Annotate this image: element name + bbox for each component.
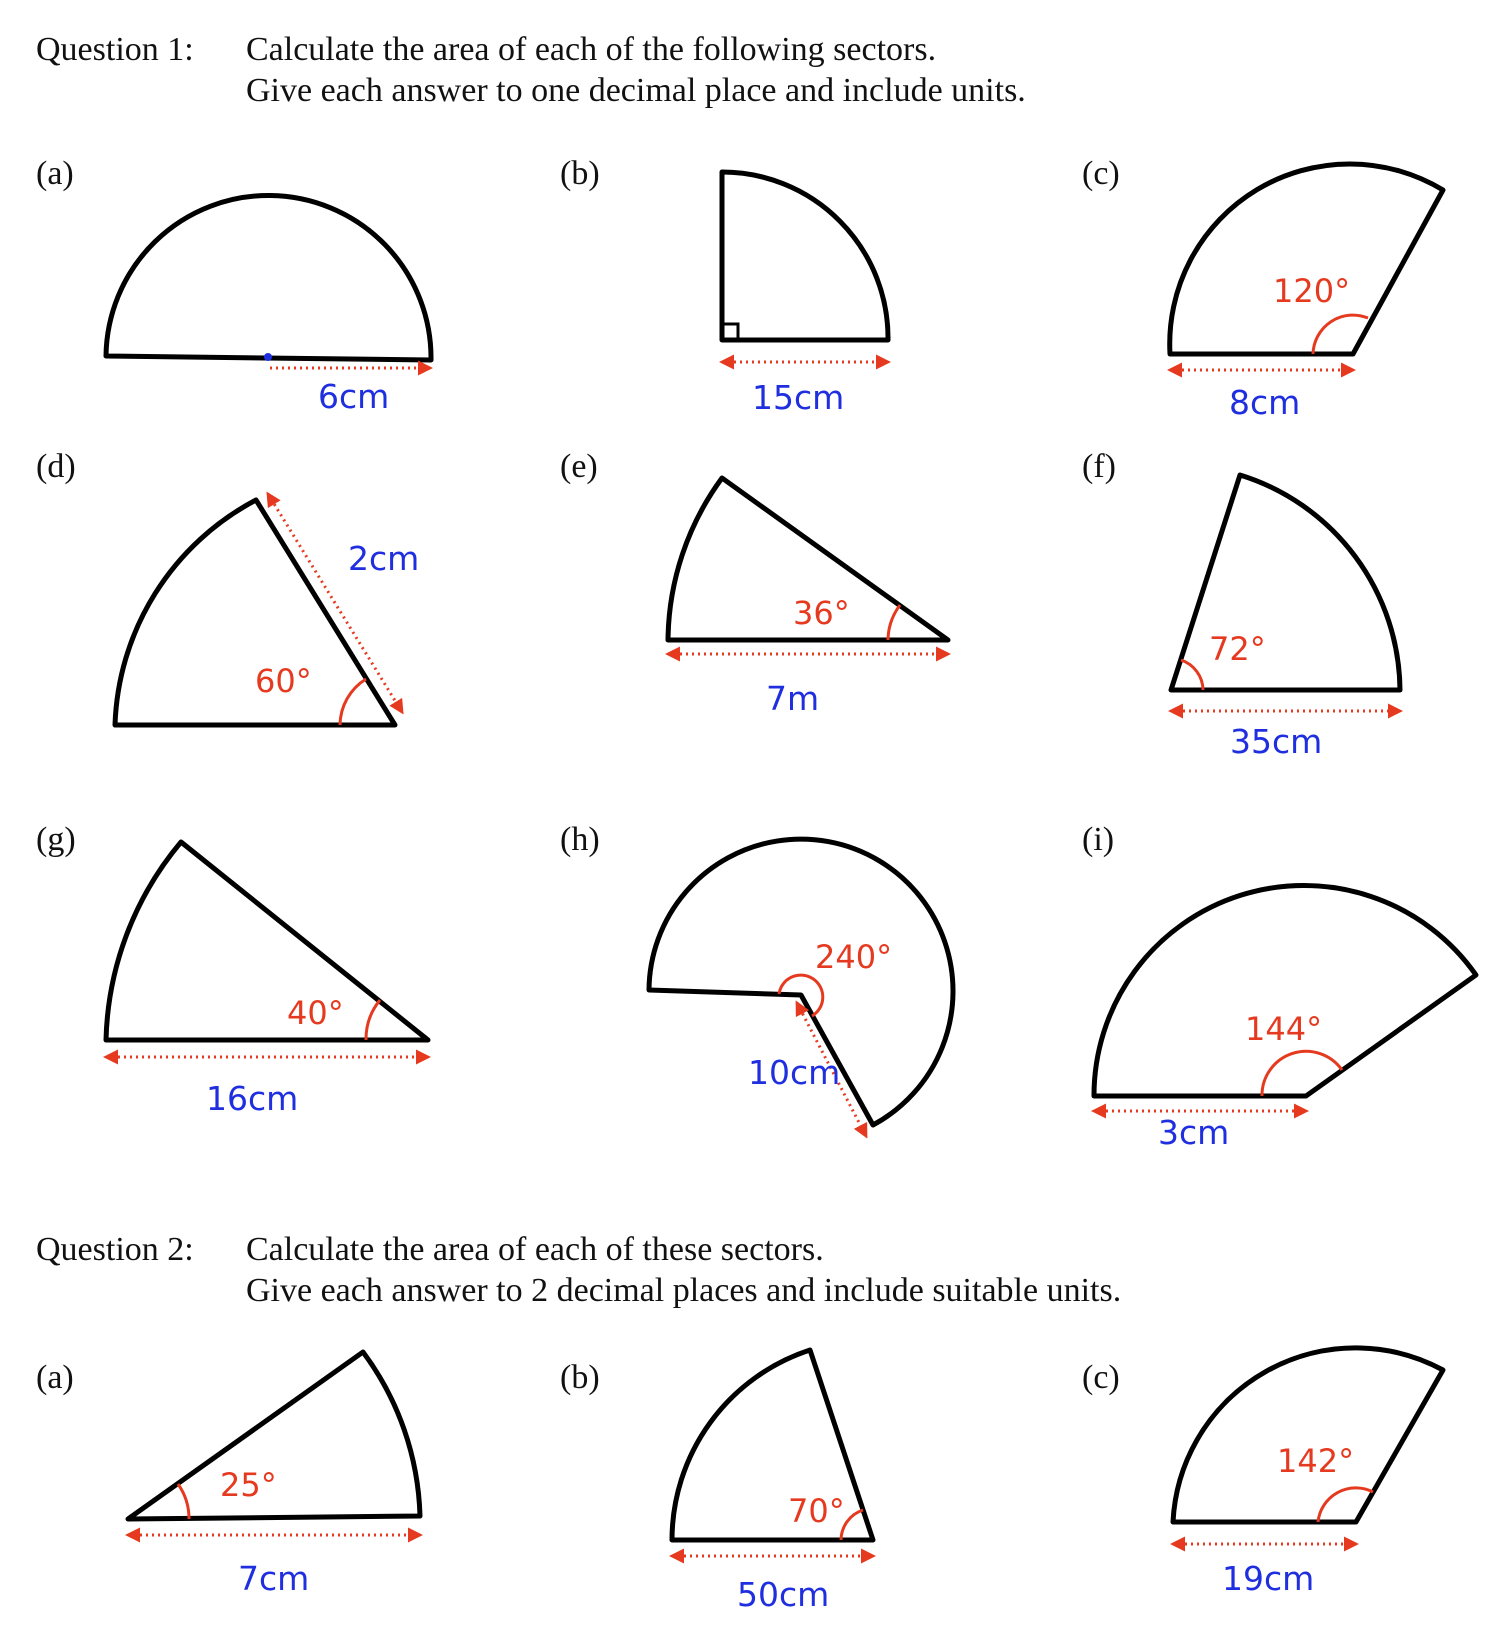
radius-label: 3cm — [1158, 1113, 1230, 1152]
radius-label: 16cm — [206, 1079, 299, 1118]
part-label: (i) — [1082, 821, 1115, 858]
q1-part-e — [560, 448, 948, 718]
part-label: (d) — [36, 448, 76, 485]
radius-label: 6cm — [318, 377, 390, 416]
radius-label: 7m — [766, 679, 820, 718]
semicircle-sector-shape — [106, 195, 431, 360]
sector-shape — [1170, 164, 1443, 354]
q1-part-d — [36, 448, 419, 725]
part-label: (b) — [560, 1359, 600, 1396]
radius-label: 8cm — [1229, 383, 1301, 422]
radius-label: 50cm — [737, 1575, 830, 1614]
angle-arc — [178, 1484, 189, 1519]
q2-part-a — [36, 1352, 420, 1598]
question1-instruction-line2: Give each answer to one decimal place and include units. — [246, 72, 1026, 109]
radius-label: 7cm — [238, 1559, 310, 1598]
angle-label: 144° — [1245, 1010, 1323, 1048]
part-label: (f) — [1082, 448, 1116, 485]
angle-label: 70° — [788, 1492, 845, 1530]
part-label: (e) — [560, 448, 598, 485]
q1-part-g — [36, 821, 428, 1118]
q1-part-h — [560, 821, 953, 1136]
angle-label: 142° — [1277, 1442, 1355, 1480]
part-label: (a) — [36, 155, 74, 192]
angle-arc — [1313, 315, 1368, 354]
q1-part-b — [560, 155, 888, 417]
sector-shape — [106, 842, 428, 1040]
question1-label: Question 1: — [36, 31, 194, 68]
quarter-sector-shape — [722, 172, 888, 340]
part-label: (h) — [560, 821, 600, 858]
angle-arc — [340, 679, 366, 725]
question2-instruction-line2: Give each answer to 2 decimal places and include suitable units. — [246, 1272, 1122, 1309]
part-label: (c) — [1082, 1359, 1120, 1396]
angle-arc — [888, 605, 900, 640]
angle-arc — [1181, 660, 1203, 690]
angle-label: 25° — [220, 1466, 277, 1504]
radius-label: 10cm — [748, 1053, 841, 1092]
angle-arc — [1262, 1051, 1342, 1096]
centre-dot — [264, 353, 272, 361]
angle-label: 40° — [287, 994, 344, 1032]
q1-part-i — [1082, 821, 1476, 1152]
q2-part-b — [560, 1350, 873, 1614]
part-label: (b) — [560, 155, 600, 192]
sector-shape — [1171, 475, 1400, 690]
q1-part-c — [1082, 155, 1443, 422]
sector-shape — [1173, 1348, 1443, 1522]
sector-shape — [1094, 885, 1476, 1096]
angle-label: 72° — [1209, 630, 1266, 668]
radius-label: 19cm — [1222, 1559, 1315, 1598]
radius-label: 15cm — [752, 378, 845, 417]
question2-instruction-line1: Calculate the area of each of these sectors. — [246, 1231, 824, 1268]
radius-label: 2cm — [348, 539, 420, 578]
part-label: (c) — [1082, 155, 1120, 192]
part-label: (g) — [36, 821, 76, 858]
q1-part-f — [1082, 448, 1400, 761]
angle-arc — [366, 1000, 380, 1040]
part-label: (a) — [36, 1359, 74, 1396]
angle-label: 120° — [1273, 272, 1351, 310]
q2-part-c — [1082, 1348, 1443, 1598]
angle-label: 36° — [793, 594, 850, 632]
question2-label: Question 2: — [36, 1231, 194, 1268]
radius-label: 35cm — [1230, 722, 1323, 761]
question1-instruction-line1: Calculate the area of each of the following sectors. — [246, 31, 937, 68]
q1-part-a — [36, 155, 431, 416]
angle-label: 60° — [255, 662, 312, 700]
angle-label: 240° — [815, 938, 893, 976]
